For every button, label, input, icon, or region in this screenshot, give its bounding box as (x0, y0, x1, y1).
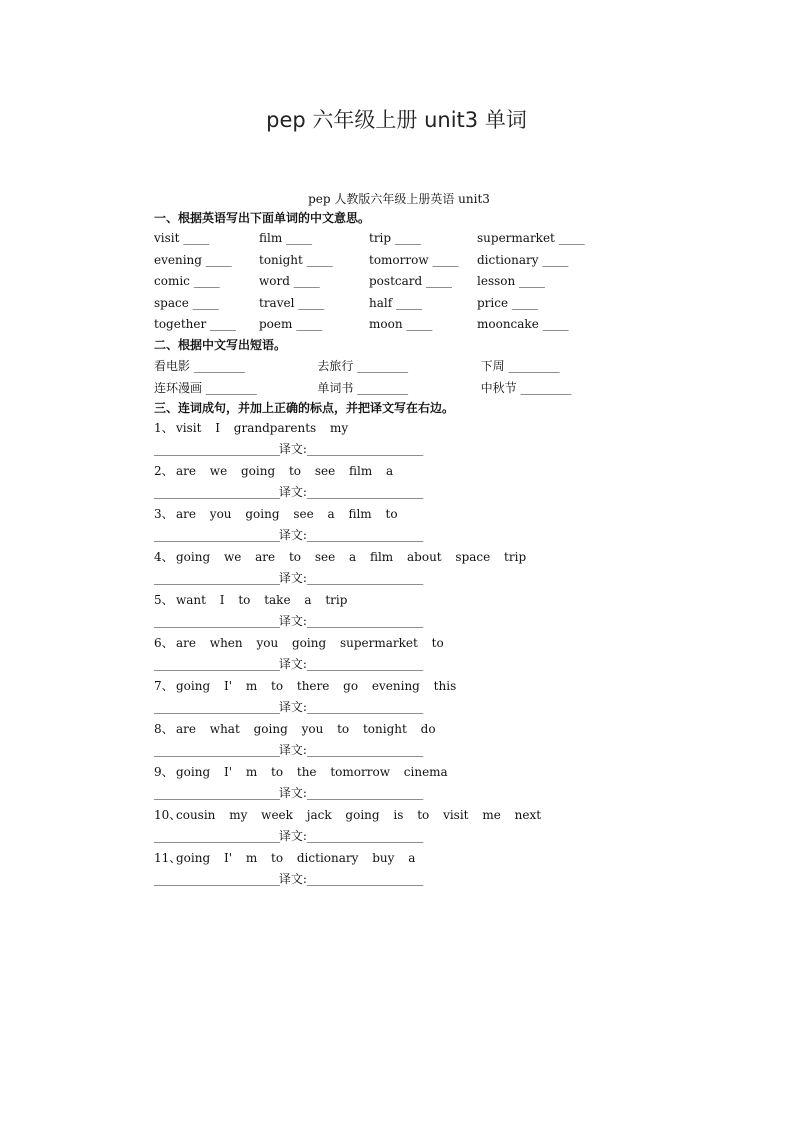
answer-blank[interactable]: _____ (519, 274, 545, 288)
word-item (369, 228, 477, 250)
answer-line[interactable] (154, 697, 644, 719)
answer-blank[interactable]: _____ (394, 231, 420, 245)
translation-label: 译文: (278, 700, 307, 714)
sentence-blank[interactable]: __________________________ (154, 829, 279, 843)
answer-blank[interactable]: _____ (542, 317, 568, 331)
answer-blank[interactable]: _____ (298, 295, 324, 310)
sentence-blank[interactable]: __________________________ (154, 442, 279, 456)
question-words: going I' m to dictionary buy a (176, 850, 416, 865)
sentence-blank[interactable]: __________________________ (154, 786, 279, 800)
question-line (154, 547, 644, 569)
phrase-item (154, 355, 317, 377)
question-line (154, 805, 644, 827)
answer-blank[interactable]: _____ (511, 295, 537, 310)
translation-label: 译文: (278, 442, 307, 456)
answer-blank[interactable]: _____ (210, 317, 236, 331)
question-line (154, 676, 644, 698)
word-item (477, 271, 607, 293)
word-item (154, 250, 259, 272)
word-text: dictionary (477, 252, 539, 267)
question-line (154, 633, 644, 655)
word-text: space (154, 295, 189, 310)
answer-blank[interactable]: __________ (520, 380, 571, 395)
translation-blank[interactable]: ________________________ (306, 657, 423, 671)
phrase-text: 看电影 (154, 358, 191, 373)
word-item (259, 293, 369, 315)
phrase-text: 单词书 (317, 380, 354, 395)
question-words: want I to take a trip (176, 592, 348, 607)
page-title: pep 六年级上册 unit3 单词 (266, 108, 527, 132)
answer-blank[interactable]: _____ (183, 231, 209, 245)
question-number: 2、 (154, 463, 174, 478)
answer-blank[interactable]: _____ (286, 231, 312, 245)
word-text: evening (154, 252, 202, 267)
word-item (369, 271, 477, 293)
translation-label: 译文: (278, 786, 307, 800)
word-item (369, 314, 477, 336)
word-text: price (477, 295, 509, 310)
answer-blank[interactable]: _____ (306, 252, 332, 267)
word-text: moon (369, 317, 403, 331)
word-text: tomorrow (369, 252, 429, 267)
translation-blank[interactable]: ________________________ (306, 528, 423, 542)
question-line (154, 848, 644, 870)
word-text: together (154, 317, 207, 331)
word-item (154, 293, 259, 315)
question-words: are we going to see film a (176, 463, 394, 478)
question-line (154, 418, 644, 440)
word-text: visit (154, 231, 180, 245)
question-line (154, 590, 644, 612)
worksheet-subtitle: pep 人教版六年级上册英语 unit3 (308, 192, 490, 206)
word-text: travel (259, 295, 295, 310)
word-text: postcard (369, 274, 423, 288)
answer-blank[interactable]: _____ (293, 274, 319, 288)
question-words: cousin my week jack going is to visit me next (176, 807, 542, 822)
phrase-item (481, 377, 644, 399)
answer-blank[interactable]: __________ (193, 358, 244, 373)
word-text: supermarket (477, 231, 555, 245)
word-item (154, 228, 259, 250)
question-words: are when you going supermarket to (176, 635, 444, 650)
question-number: 8、 (154, 721, 174, 736)
answer-blank[interactable]: _____ (558, 231, 584, 245)
translation-label: 译文: (278, 528, 307, 542)
translation-blank[interactable]: ________________________ (306, 614, 423, 628)
sentence-blank[interactable]: __________________________ (154, 571, 279, 585)
sentence-blank[interactable]: __________________________ (154, 485, 279, 499)
question-number: 4、 (154, 549, 174, 564)
question-words: going I' m to there go evening this (176, 678, 457, 693)
answer-line[interactable] (154, 525, 644, 547)
word-item (369, 293, 477, 315)
question-number: 3、 (154, 506, 174, 521)
phrase-row (154, 377, 644, 399)
translation-label: 译文: (278, 485, 307, 499)
word-text: film (259, 231, 283, 245)
question-line (154, 719, 644, 741)
translation-blank[interactable]: ________________________ (306, 485, 423, 499)
translation-blank[interactable]: ________________________ (306, 700, 423, 714)
question-number: 10、 (154, 807, 182, 822)
section-3-heading: 三、连词成句，并加上正确的标点，并把译文写在右边。 (154, 400, 455, 415)
phrase-text: 下周 (480, 358, 505, 373)
translation-blank[interactable]: ________________________ (306, 571, 423, 585)
answer-line[interactable] (154, 482, 644, 504)
question-words: visit I grandparents my (176, 420, 349, 435)
answer-blank[interactable]: _____ (193, 274, 219, 288)
question-number: 5、 (154, 592, 174, 607)
sentence-blank[interactable]: __________________________ (154, 657, 279, 671)
answer-blank[interactable]: __________ (205, 380, 256, 395)
translation-label: 译文: (278, 571, 307, 585)
worksheet (154, 190, 644, 891)
question-words: going we are to see a film about space trip (176, 549, 527, 564)
phrase-text: 去旅行 (317, 358, 354, 373)
answer-line[interactable] (154, 783, 644, 805)
translation-blank[interactable]: ________________________ (306, 829, 423, 843)
word-item (259, 250, 369, 272)
sentence-blank[interactable]: __________________________ (154, 872, 279, 886)
question-line (154, 504, 644, 526)
phrase-list (154, 355, 644, 399)
answer-line[interactable] (154, 826, 644, 848)
word-item (259, 228, 369, 250)
answer-blank[interactable]: __________ (357, 358, 408, 373)
word-text: trip (369, 231, 392, 245)
sentence-blank[interactable]: __________________________ (154, 700, 279, 714)
sentence-blank[interactable]: __________________________ (154, 528, 279, 542)
question-number: 7、 (154, 678, 174, 693)
section-2-heading: 二、根据中文写出短语。 (154, 337, 287, 352)
phrase-item (154, 377, 317, 399)
phrase-text: 中秋节 (480, 380, 517, 395)
answer-line[interactable] (154, 439, 644, 461)
word-text: lesson (477, 274, 516, 288)
translation-label: 译文: (278, 614, 307, 628)
answer-blank[interactable]: _____ (396, 295, 421, 310)
answer-line[interactable] (154, 740, 644, 762)
word-text: half (369, 295, 393, 310)
question-number: 9、 (154, 764, 174, 779)
question-list (154, 418, 644, 891)
word-item (477, 228, 607, 250)
word-item (154, 314, 259, 336)
translation-blank[interactable]: ________________________ (306, 786, 423, 800)
phrase-item (317, 355, 480, 377)
word-item (259, 314, 369, 336)
answer-blank[interactable]: _____ (406, 317, 432, 331)
question-words: are what going you to tonight do (176, 721, 436, 736)
question-number: 6、 (154, 635, 174, 650)
translation-blank[interactable]: ________________________ (306, 743, 423, 757)
question-number: 1、 (154, 420, 174, 435)
answer-blank[interactable]: _____ (432, 252, 458, 267)
word-text: tonight (259, 252, 303, 267)
word-text: word (259, 274, 290, 288)
word-item (369, 250, 477, 272)
answer-blank[interactable]: __________ (508, 358, 559, 373)
answer-line[interactable] (154, 869, 644, 891)
section-1-heading: 一、根据英语写出下面单词的中文意思。 (154, 211, 371, 225)
translation-label: 译文: (278, 829, 307, 843)
phrase-item (317, 377, 480, 399)
translation-label: 译文: (278, 872, 307, 886)
translation-blank[interactable]: ________________________ (306, 872, 423, 886)
word-item (477, 293, 607, 315)
question-number: 11、 (154, 850, 182, 865)
question-line (154, 461, 644, 483)
word-item (259, 271, 369, 293)
sentence-blank[interactable]: __________________________ (154, 743, 279, 757)
translation-blank[interactable]: ________________________ (306, 442, 423, 456)
phrase-item (481, 355, 644, 377)
word-text: poem (259, 317, 293, 331)
word-item (477, 314, 607, 336)
word-item (477, 250, 607, 272)
sentence-blank[interactable]: __________________________ (154, 614, 279, 628)
phrase-row (154, 355, 644, 377)
answer-blank[interactable]: _____ (542, 252, 568, 267)
question-line (154, 762, 644, 784)
question-words: are you going see a film to (176, 506, 398, 521)
answer-line[interactable] (154, 568, 644, 590)
word-item (154, 271, 259, 293)
answer-blank[interactable]: _____ (205, 252, 231, 267)
translation-label: 译文: (278, 657, 307, 671)
answer-blank[interactable]: _____ (426, 274, 452, 288)
answer-blank[interactable]: __________ (357, 380, 408, 395)
answer-line[interactable] (154, 611, 644, 633)
word-text: comic (154, 274, 190, 288)
word-grid (154, 228, 644, 336)
answer-line[interactable] (154, 654, 644, 676)
phrase-text: 连环漫画 (154, 380, 203, 395)
answer-blank[interactable]: _____ (192, 295, 218, 310)
translation-label: 译文: (278, 743, 307, 757)
word-text: mooncake (477, 317, 539, 331)
question-words: going I' m to the tomorrow cinema (176, 764, 448, 779)
answer-blank[interactable]: _____ (296, 317, 322, 331)
